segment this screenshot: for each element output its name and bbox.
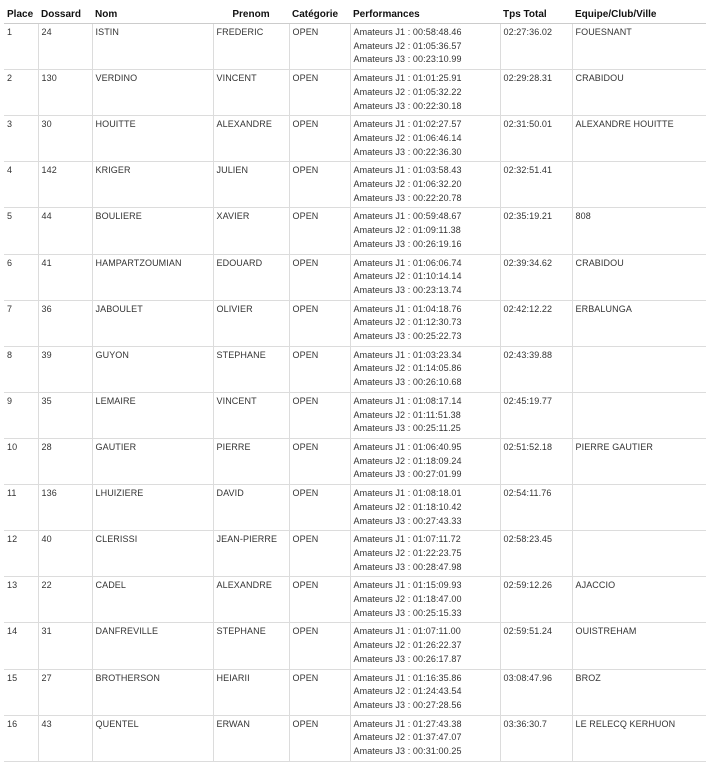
cell-nom: BROTHERSON	[92, 669, 213, 715]
cell-place: 11	[4, 485, 38, 531]
cell-tps-total: 02:42:12.22	[500, 300, 572, 346]
cell-equipe: BROZ	[572, 669, 706, 715]
cell-categorie: OPEN	[289, 438, 350, 484]
header-nom[interactable]: Nom	[92, 6, 213, 24]
cell-place: 8	[4, 346, 38, 392]
cell-equipe	[572, 346, 706, 392]
performance-line: Amateurs J2 : 01:12:30.73	[353, 317, 462, 328]
cell-equipe	[572, 392, 706, 438]
cell-nom: BOULIERE	[92, 208, 213, 254]
performance-line: Amateurs J2 : 01:37:47.07	[353, 732, 462, 743]
cell-categorie: OPEN	[289, 162, 350, 208]
cell-equipe: CRABIDOU	[572, 70, 706, 116]
cell-equipe: LE RELECQ KERHUON	[572, 715, 706, 761]
header-place[interactable]: Place	[4, 6, 38, 24]
performance-line: Amateurs J2 : 01:09:11.38	[353, 225, 461, 236]
cell-tps-total: 02:35:19.21	[500, 208, 572, 254]
cell-place: 16	[4, 715, 38, 761]
performance-line: Amateurs J1 : 01:02:27.57	[353, 119, 462, 130]
cell-tps-total: 02:59:51.24	[500, 623, 572, 669]
cell-dossard: 136	[38, 485, 92, 531]
cell-place: 5	[4, 208, 38, 254]
cell-tps-total: 02:58:23.45	[500, 531, 572, 577]
cell-performances	[350, 623, 500, 669]
cell-dossard: 44	[38, 208, 92, 254]
performance-line: Amateurs J2 : 01:18:10.42	[353, 501, 462, 512]
cell-prenom: ALEXANDRE	[213, 577, 289, 623]
cell-tps-total: 02:29:28.31	[500, 70, 572, 116]
cell-tps-total: 02:59:12.26	[500, 577, 572, 623]
cell-dossard: 43	[38, 715, 92, 761]
header-prenom[interactable]: Prenom	[213, 6, 289, 24]
performance-line: Amateurs J2 : 01:22:23.75	[353, 547, 462, 558]
performance-line: Amateurs J1 : 01:07:11.72	[353, 534, 461, 545]
cell-prenom: STEPHANE	[213, 346, 289, 392]
performance-line: Amateurs J1 : 01:04:18.76	[353, 303, 462, 314]
cell-performances	[350, 116, 500, 162]
cell-categorie: OPEN	[289, 623, 350, 669]
cell-categorie: OPEN	[289, 715, 350, 761]
table-row	[4, 300, 706, 346]
performance-line: Amateurs J2 : 01:14:05.86	[353, 363, 462, 374]
performance-line: Amateurs J3 : 00:25:15.33	[353, 607, 462, 618]
cell-tps-total: 02:39:34.62	[500, 254, 572, 300]
cell-performances	[350, 346, 500, 392]
cell-place: 10	[4, 438, 38, 484]
performance-line: Amateurs J1 : 01:03:58.43	[353, 165, 462, 176]
cell-tps-total: 02:45:19.77	[500, 392, 572, 438]
cell-performances	[350, 438, 500, 484]
performance-line: Amateurs J3 : 00:26:19.16	[353, 238, 462, 249]
cell-tps-total: 02:43:39.88	[500, 346, 572, 392]
cell-dossard: 28	[38, 438, 92, 484]
cell-equipe	[572, 485, 706, 531]
cell-tps-total: 02:31:50.01	[500, 116, 572, 162]
performance-line: Amateurs J3 : 00:26:10.68	[353, 377, 462, 388]
performance-line: Amateurs J2 : 01:18:09.24	[353, 455, 462, 466]
performance-line: Amateurs J1 : 01:15:09.93	[353, 580, 462, 591]
performance-line: Amateurs J1 : 00:59:48.67	[353, 211, 462, 222]
table-row	[4, 24, 706, 70]
cell-prenom: ALEXANDRE	[213, 116, 289, 162]
cell-place: 13	[4, 577, 38, 623]
cell-nom: GAUTIER	[92, 438, 213, 484]
cell-performances	[350, 485, 500, 531]
cell-categorie: OPEN	[289, 392, 350, 438]
cell-nom: HAMPARTZOUMIAN	[92, 254, 213, 300]
performance-line: Amateurs J3 : 00:23:13.74	[353, 284, 462, 295]
performance-line: Amateurs J1 : 01:03:23.34	[353, 349, 462, 360]
cell-tps-total: 03:36:30.7	[500, 715, 572, 761]
cell-prenom: JULIEN	[213, 162, 289, 208]
cell-categorie: OPEN	[289, 485, 350, 531]
cell-performances	[350, 392, 500, 438]
cell-dossard: 130	[38, 70, 92, 116]
performance-line: Amateurs J3 : 00:22:20.78	[353, 192, 462, 203]
performance-line: Amateurs J3 : 00:26:17.87	[353, 653, 462, 664]
cell-prenom: DAVID	[213, 485, 289, 531]
cell-performances	[350, 577, 500, 623]
cell-prenom: XAVIER	[213, 208, 289, 254]
cell-categorie: OPEN	[289, 300, 350, 346]
cell-prenom: VINCENT	[213, 392, 289, 438]
performance-line: Amateurs J1 : 01:01:25.91	[353, 73, 462, 84]
results-body	[4, 24, 706, 762]
cell-dossard: 41	[38, 254, 92, 300]
table-row	[4, 70, 706, 116]
cell-tps-total: 02:32:51.41	[500, 162, 572, 208]
performance-line: Amateurs J3 : 00:25:11.25	[353, 423, 461, 434]
cell-tps-total: 02:54:11.76	[500, 485, 572, 531]
cell-categorie: OPEN	[289, 254, 350, 300]
table-row	[4, 577, 706, 623]
cell-categorie: OPEN	[289, 208, 350, 254]
table-row	[4, 116, 706, 162]
cell-dossard: 22	[38, 577, 92, 623]
performance-line: Amateurs J1 : 01:08:17.14	[353, 395, 462, 406]
cell-dossard: 40	[38, 531, 92, 577]
cell-nom: LHUIZIERE	[92, 485, 213, 531]
cell-prenom: PIERRE	[213, 438, 289, 484]
cell-nom: CADEL	[92, 577, 213, 623]
performance-line: Amateurs J1 : 01:06:06.74	[353, 257, 462, 268]
cell-tps-total: 03:08:47.96	[500, 669, 572, 715]
cell-equipe: OUISTREHAM	[572, 623, 706, 669]
cell-categorie: OPEN	[289, 346, 350, 392]
cell-dossard: 36	[38, 300, 92, 346]
performance-line: Amateurs J3 : 00:27:28.56	[353, 699, 462, 710]
table-row	[4, 254, 706, 300]
cell-place: 6	[4, 254, 38, 300]
cell-performances	[350, 24, 500, 70]
cell-place: 7	[4, 300, 38, 346]
cell-nom: CLERISSI	[92, 531, 213, 577]
cell-dossard: 24	[38, 24, 92, 70]
cell-prenom: EDOUARD	[213, 254, 289, 300]
header-equipe[interactable]: Equipe/Club/Ville	[572, 6, 706, 24]
cell-categorie: OPEN	[289, 116, 350, 162]
cell-equipe: AJACCIO	[572, 577, 706, 623]
cell-performances	[350, 254, 500, 300]
cell-equipe: ERBALUNGA	[572, 300, 706, 346]
cell-nom: HOUITTE	[92, 116, 213, 162]
cell-nom: DANFREVILLE	[92, 623, 213, 669]
cell-equipe: FOUESNANT	[572, 24, 706, 70]
table-row	[4, 623, 706, 669]
table-row	[4, 392, 706, 438]
cell-dossard: 39	[38, 346, 92, 392]
cell-place: 3	[4, 116, 38, 162]
cell-equipe: PIERRE GAUTIER	[572, 438, 706, 484]
cell-performances	[350, 70, 500, 116]
performance-line: Amateurs J2 : 01:06:46.14	[353, 132, 462, 143]
header-row	[4, 6, 706, 24]
cell-nom: JABOULET	[92, 300, 213, 346]
results-table	[4, 6, 706, 762]
performance-line: Amateurs J3 : 00:23:10.99	[353, 54, 462, 65]
performance-line: Amateurs J2 : 01:11:51.38	[353, 409, 461, 420]
performance-line: Amateurs J2 : 01:10:14.14	[353, 271, 462, 282]
cell-dossard: 35	[38, 392, 92, 438]
performance-line: Amateurs J2 : 01:26:22.37	[353, 640, 462, 651]
cell-tps-total: 02:27:36.02	[500, 24, 572, 70]
header-tps-total[interactable]: Tps Total	[500, 6, 572, 24]
cell-dossard: 31	[38, 623, 92, 669]
cell-equipe: 808	[572, 208, 706, 254]
cell-dossard: 30	[38, 116, 92, 162]
performance-line: Amateurs J1 : 01:08:18.01	[353, 488, 462, 499]
performance-line: Amateurs J3 : 00:22:36.30	[353, 146, 462, 157]
table-row	[4, 669, 706, 715]
header-categorie[interactable]: Catégorie	[289, 6, 350, 24]
cell-performances	[350, 715, 500, 761]
performance-line: Amateurs J3 : 00:25:22.73	[353, 331, 462, 342]
table-row	[4, 438, 706, 484]
cell-categorie: OPEN	[289, 577, 350, 623]
cell-place: 9	[4, 392, 38, 438]
cell-dossard: 142	[38, 162, 92, 208]
cell-prenom: FREDERIC	[213, 24, 289, 70]
cell-equipe: CRABIDOU	[572, 254, 706, 300]
cell-categorie: OPEN	[289, 531, 350, 577]
cell-nom: ISTIN	[92, 24, 213, 70]
cell-prenom: JEAN-PIERRE	[213, 531, 289, 577]
cell-performances	[350, 531, 500, 577]
cell-performances	[350, 208, 500, 254]
cell-performances	[350, 162, 500, 208]
performance-line: Amateurs J2 : 01:24:43.54	[353, 686, 462, 697]
table-row	[4, 346, 706, 392]
performance-line: Amateurs J2 : 01:05:36.57	[353, 40, 462, 51]
cell-equipe	[572, 162, 706, 208]
performance-line: Amateurs J3 : 00:27:43.33	[353, 515, 462, 526]
performance-line: Amateurs J2 : 01:06:32.20	[353, 179, 462, 190]
table-row	[4, 485, 706, 531]
performance-line: Amateurs J1 : 01:16:35.86	[353, 672, 462, 683]
header-dossard[interactable]: Dossard	[38, 6, 92, 24]
performance-line: Amateurs J3 : 00:22:30.18	[353, 100, 462, 111]
performance-line: Amateurs J3 : 00:27:01.99	[353, 469, 462, 480]
cell-nom: KRIGER	[92, 162, 213, 208]
cell-tps-total: 02:51:52.18	[500, 438, 572, 484]
cell-performances	[350, 669, 500, 715]
cell-nom: QUENTEL	[92, 715, 213, 761]
table-row	[4, 208, 706, 254]
cell-place: 15	[4, 669, 38, 715]
cell-nom: VERDINO	[92, 70, 213, 116]
cell-place: 14	[4, 623, 38, 669]
performance-line: Amateurs J1 : 01:27:43.38	[353, 718, 462, 729]
table-row	[4, 531, 706, 577]
performance-line: Amateurs J2 : 01:05:32.22	[353, 86, 462, 97]
performance-line: Amateurs J3 : 00:28:47.98	[353, 561, 462, 572]
cell-prenom: VINCENT	[213, 70, 289, 116]
cell-categorie: OPEN	[289, 669, 350, 715]
performance-line: Amateurs J2 : 01:18:47.00	[353, 594, 462, 605]
cell-place: 4	[4, 162, 38, 208]
table-row	[4, 162, 706, 208]
performance-line: Amateurs J1 : 01:07:11.00	[353, 626, 461, 637]
cell-performances	[350, 300, 500, 346]
cell-place: 2	[4, 70, 38, 116]
cell-categorie: OPEN	[289, 24, 350, 70]
cell-prenom: ERWAN	[213, 715, 289, 761]
cell-equipe	[572, 531, 706, 577]
cell-place: 12	[4, 531, 38, 577]
cell-place: 1	[4, 24, 38, 70]
cell-categorie: OPEN	[289, 70, 350, 116]
performance-line: Amateurs J1 : 00:58:48.46	[353, 27, 462, 37]
table-row	[4, 715, 706, 761]
cell-prenom: STEPHANE	[213, 623, 289, 669]
header-performances[interactable]: Performances	[350, 6, 500, 24]
performance-line: Amateurs J3 : 00:31:00.25	[353, 746, 462, 757]
cell-prenom: HEIARII	[213, 669, 289, 715]
cell-nom: GUYON	[92, 346, 213, 392]
cell-equipe: ALEXANDRE HOUITTE	[572, 116, 706, 162]
cell-prenom: OLIVIER	[213, 300, 289, 346]
performance-line: Amateurs J1 : 01:06:40.95	[353, 441, 462, 452]
cell-dossard: 27	[38, 669, 92, 715]
cell-nom: LEMAIRE	[92, 392, 213, 438]
